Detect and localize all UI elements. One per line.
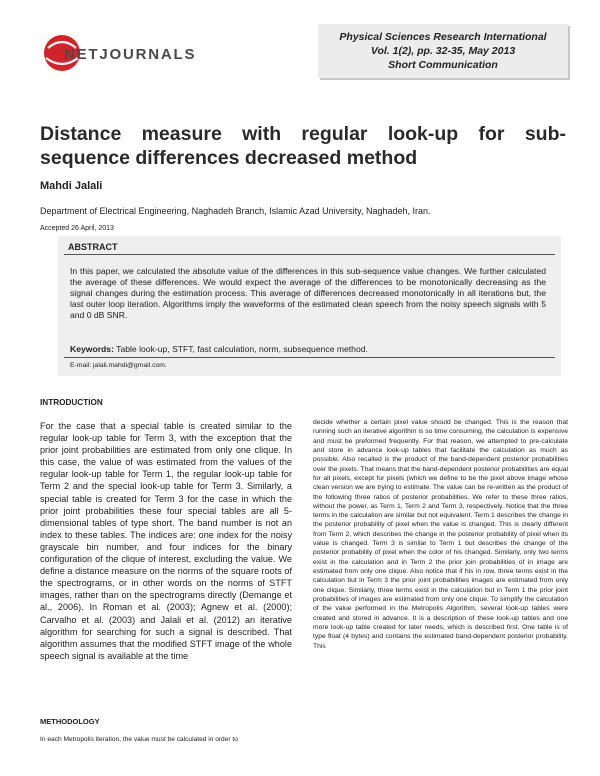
title-word: regular — [301, 123, 368, 145]
abstract-divider — [64, 357, 555, 358]
keywords-label: Keywords: — [70, 344, 114, 354]
right-column-text: decide whether a certain pixel value should be changed. This is the reason that running such an iterative algorithm is so time consuming, the calculation is expensive and must be preformed frequently. For that reason, we attempted to pre-calculate and store in advance look-up tables that facilitate the calculation as much as possible. Also recalled is the product of the band-dependent posterior probabilities over the pixels. That means that the band-dependent posterior probabilities are equal for all pixels, except for pixels (which we define to be the pixel above image whose clean version we are trying to estimate. The value can be re-written as the product of the following three ratios of posterior probabilities. We refer to these three ratios, without the power, as Term 1, Term 2 and Term 3, respectively. Notice that the three terms in the calculation are similar but not equivalent. Term 1 describes the change in the posterior probability of pixel when the value is changed. This is clearly different from Term 2, which describes the change in the posterior probability of pixel when its value is changed. Term 3 is similar to Term 1 but describes the change of the posterior probability of pixel when the color of his changed. Similarly, only two terms exist in the calculation and in Term 2 the prior join probabilities of in image are estimated from only one clique. Also notice that if his in row, three terms exist in the calculation but in Term 3 the prior joint probabilities images are estimated from only one clique. Similarly, three terms exist in the calculation but in Term 1 the prior joint probabilities of images are estimated from only one clique. To simplify the calculation of the value performed in the Metropolis Algorithm, several look-up tables were created and stored in advance. It is a description of these look-up tables and one more look-up table created for later needs, which is described first. One table is of type float (4 bytes) and contains the estimated band-dependent posterior probability. This — [313, 419, 568, 650]
keywords-list: Table look-up, STFT, fast calculation, norm, subsequence method. — [116, 344, 368, 354]
title-word: look-up — [387, 123, 459, 145]
journal-info-box — [318, 24, 568, 78]
title-word: sub- — [524, 123, 566, 145]
netjournals-logo — [38, 32, 238, 74]
journal-name: Physical Sciences Research International — [339, 31, 547, 43]
title-word: measure — [141, 123, 222, 145]
methodology-heading: METHODOLOGY — [40, 717, 100, 726]
title-word: with — [242, 123, 282, 145]
abstract-divider — [64, 254, 555, 255]
abstract-heading: ABSTRACT — [68, 242, 118, 252]
affiliation: Department of Electrical Engineering, Naghadeh Branch, Islamic Azad University, Naghadeh, Iran. — [40, 206, 431, 216]
abstract-box — [58, 236, 561, 376]
introduction-text: For the case that a special table is created similar to the regular look-up table for Term 3, with the exception that the prior joint probabilities are estimated from only one clique. In this case, the value of was estimated from the values of the regular look-up table for Term 1, the regular look-up table for Term 2 and the special look-up table for Term 3. Similarly, a special table is created for Term 3 for the case in which the prior joint probabilities these four special tables are all 5-dimensional tables of type short. The band number is not an index to these tables. The indices are: one index for the noisy grayscale bin number, and four indices for the binary configuration of the clique of interest, excluding the value. We define a distance measure on the norms of the square roots of the spectrograms, or in other words on the norms of STFT images, rather than on the spectrograms directly (Demange et al., 2006). In Roman et al. (2003); Agnew et al. (2000); Carvalho et al. (2003) and Jalali et al. (2012) an iterative algorithm for searching for such a signal is described. That algorithm assumes that the modified STFT image of the whole speech signal is available at the time — [40, 421, 292, 661]
introduction-heading: INTRODUCTION — [40, 398, 103, 407]
keywords — [70, 344, 368, 354]
author-email: E-mail: jalali.mahdi@gmail.com. — [70, 362, 167, 369]
methodology-text: In each Metropolis iteration, the value must be calculated in order to — [40, 736, 238, 743]
title-line-1 — [40, 122, 566, 146]
title-word: for — [478, 123, 505, 145]
article-type: Short Communication — [388, 59, 498, 71]
accepted-date: Accepted 26 April, 2013 — [40, 225, 114, 232]
title-word: Distance — [40, 123, 122, 145]
abstract-text: In this paper, we calculated the absolute value of the differences in this sub-sequence value changes. We further calculated the average of these differences. We would expect the average of the differences to be monotonically decreasing as the signal changes during the estimation process. This average of differences decreased monotonically in all iterations but, the last outer loop iteration. Algorithms imply the waveforms of the estimated clean speech from the noisy speech signals with 5 and 0 dB SNR. — [70, 266, 546, 320]
page-title — [40, 122, 566, 170]
logo-text: NETJOURNALS — [64, 46, 197, 63]
author-name: Mahdi Jalali — [40, 180, 103, 192]
title-line-2: sequence differences decreased method — [40, 147, 418, 169]
volume-info: Vol. 1(2), pp. 32-35, May 2013 — [370, 45, 516, 57]
